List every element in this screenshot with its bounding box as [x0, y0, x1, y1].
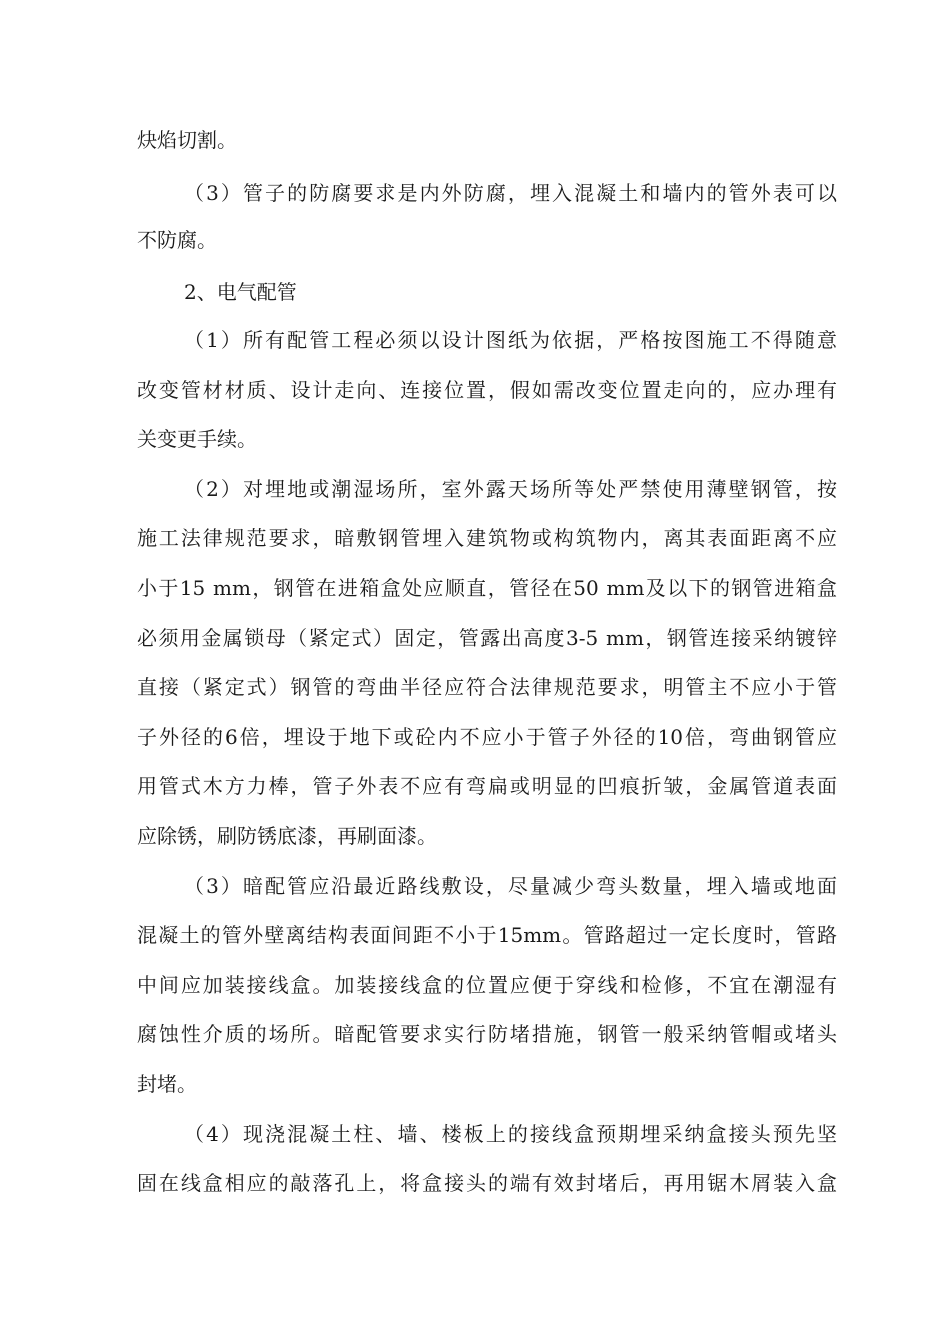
- text-line-6: 改变管材材质、设计走向、连接位置，假如需改变位置走向的，应办理有: [137, 378, 837, 402]
- text-line-21: （4）现浇混凝土柱、墙、楼板上的接线盒预期埋采纳盒接头预先坚: [184, 1122, 837, 1146]
- text-line-11: 必须用金属锁母（紧定式）固定，管露出高度3-5 mm，钢管连接采纳镀锌: [137, 626, 837, 650]
- text-line-20: 封堵。: [137, 1072, 197, 1096]
- text-line-9: 施工法律规范要求，暗敷钢管埋入建筑物或构筑物内，离其表面距离不应: [137, 526, 837, 550]
- text-line-7: 关变更手续。: [137, 427, 257, 451]
- text-line-12: 直接（紧定式）钢管的弯曲半径应符合法律规范要求，明管主不应小于管: [137, 675, 837, 699]
- text-line-22: 固在线盒相应的敲落孔上，将盒接头的端有效封堵后，再用锯木屑装入盒: [137, 1171, 837, 1195]
- text-line-2: （3）管子的防腐要求是内外防腐，埋入混凝土和墙内的管外表可以: [184, 181, 837, 205]
- text-line-8: （2）对埋地或潮湿场所，室外露天场所等处严禁使用薄壁钢管，按: [184, 477, 837, 501]
- text-line-10: 小于15 mm，钢管在进箱盒处应顺直，管径在50 mm及以下的钢管进箱盒: [137, 576, 837, 600]
- section-heading-electrical-piping: 2、电气配管: [184, 280, 297, 304]
- text-line-15: 应除锈，刷防锈底漆，再刷面漆。: [137, 824, 437, 848]
- text-line-13: 子外径的6倍，埋设于地下或砼内不应小于管子外径的10倍，弯曲钢管应: [137, 725, 837, 749]
- text-line-14: 用管式木方力棒，管子外表不应有弯扁或明显的凹痕折皱，金属管道表面: [137, 774, 837, 798]
- text-line-5: （1）所有配管工程必须以设计图纸为依据，严格按图施工不得随意: [184, 328, 837, 352]
- text-line-17: 混凝土的管外壁离结构表面间距不小于15mm。管路超过一定长度时，管路: [137, 923, 837, 947]
- text-line-1: 炔焰切割。: [137, 128, 237, 152]
- text-line-19: 腐蚀性介质的场所。暗配管要求实行防堵措施，钢管一般采纳管帽或堵头: [137, 1022, 837, 1046]
- text-line-18: 中间应加装接线盒。加装接线盒的位置应便于穿线和检修，不宜在潮湿有: [137, 973, 837, 997]
- text-line-16: （3）暗配管应沿最近路线敷设，尽量减少弯头数量，埋入墙或地面: [184, 874, 837, 898]
- text-line-3: 不防腐。: [137, 228, 217, 252]
